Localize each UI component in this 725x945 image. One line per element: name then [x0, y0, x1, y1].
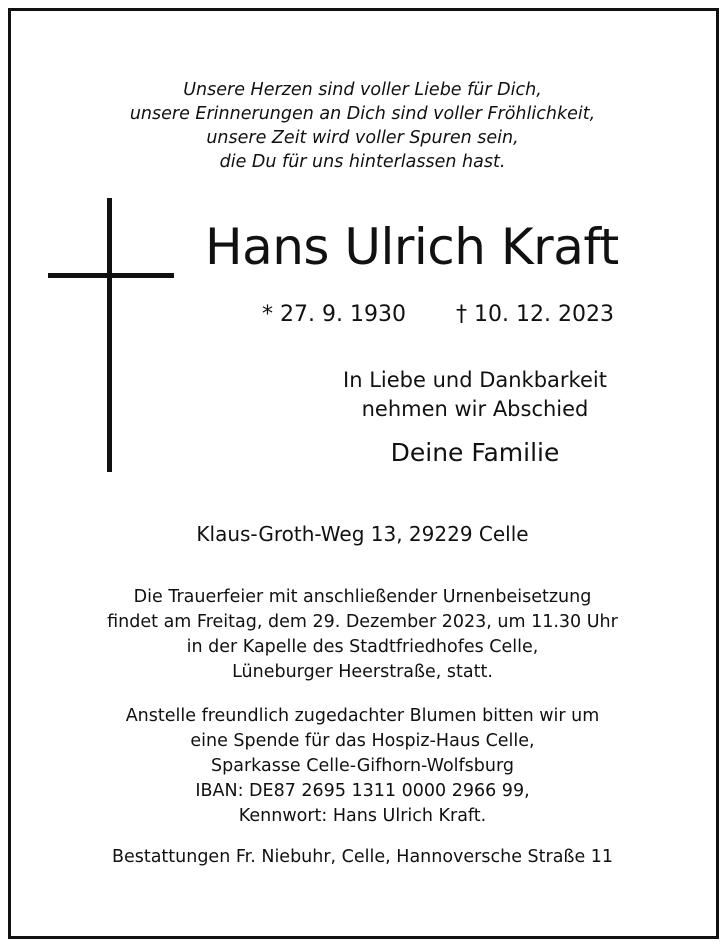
birth-date: * 27. 9. 1930 [262, 302, 406, 327]
poem-line: die Du für uns hinterlassen hast. [219, 152, 506, 172]
donation-line: Kennwort: Hans Ulrich Kraft. [238, 806, 487, 826]
donation-info [0, 704, 725, 829]
farewell-line: nehmen wir Abschied [361, 397, 589, 421]
ceremony-line: Lüneburger Heerstraße, statt. [232, 662, 493, 682]
farewell-line: In Liebe und Dankbarkeit [343, 368, 607, 392]
ceremony-line: in der Kapelle des Stadtfriedhofes Celle, [186, 637, 539, 657]
undertaker-info: Bestattungen Fr. Niebuhr, Celle, Hannoversche Straße 11 [111, 847, 614, 867]
poem-line: unsere Erinnerungen an Dich sind voller Fröhlichkeit, [129, 104, 596, 124]
death-date: † 10. 12. 2023 [456, 302, 614, 327]
cross-icon-horizontal [48, 273, 174, 278]
family-address: Klaus-Groth-Weg 13, 29229 Celle [196, 522, 529, 546]
ceremony-line: Die Trauerfeier mit anschließender Urnenbeisetzung [133, 587, 592, 607]
donation-line: Anstelle freundlich zugedachter Blumen bitten wir um [125, 706, 600, 726]
ceremony-line: findet am Freitag, dem 29. Dezember 2023, um 11.30 Uhr [107, 612, 618, 632]
deceased-name: Hans Ulrich Kraft [205, 218, 619, 276]
signature-family: Deine Familie [390, 438, 560, 467]
donation-line: IBAN: DE87 2695 1311 0000 2966 99, [195, 781, 530, 801]
poem-line: Unsere Herzen sind voller Liebe für Dich, [183, 80, 542, 100]
ceremony-info [0, 585, 725, 685]
poem-line: unsere Zeit wird voller Spuren sein, [206, 128, 519, 148]
donation-line: eine Spende für das Hospiz-Haus Celle, [190, 731, 535, 751]
memorial-poem [0, 78, 725, 174]
donation-line: Sparkasse Celle-Gifhorn-Wolfsburg [211, 756, 514, 776]
farewell-text [230, 366, 720, 424]
cross-icon-vertical [107, 198, 112, 472]
